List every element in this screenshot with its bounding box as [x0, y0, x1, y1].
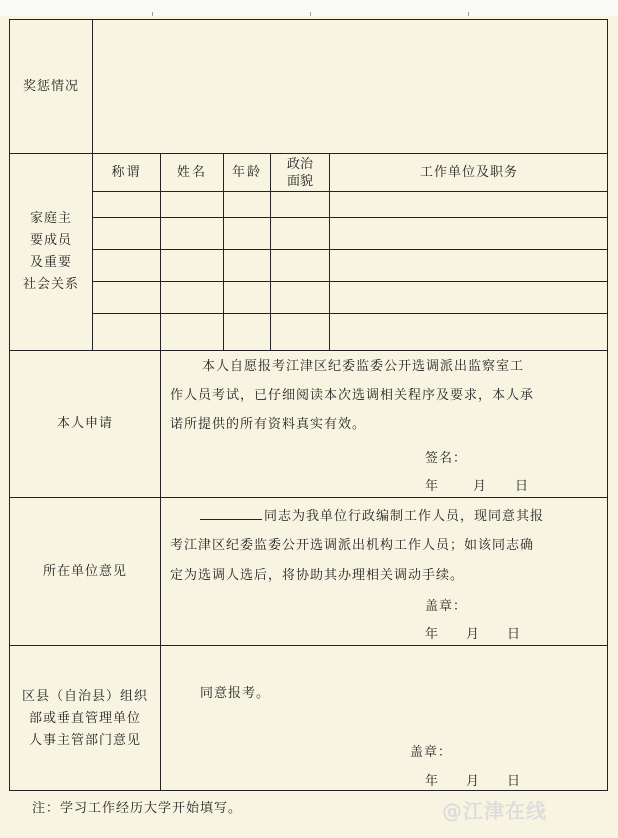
district-opinion: 同意报考。: [200, 686, 271, 701]
application-date-day: 日: [515, 479, 530, 494]
application-line-3: 诺所提供的所有资料真实有效。: [170, 417, 367, 432]
unit-date-day: 日: [507, 627, 522, 642]
rewards-content[interactable]: [93, 20, 608, 153]
unit-label: 所在单位意见: [42, 563, 127, 579]
header-work: 工作单位及职务: [419, 164, 518, 180]
watermark: @江津在线: [442, 799, 547, 823]
unit-date-year: 年: [425, 627, 440, 642]
name-blank[interactable]: [200, 505, 262, 520]
header-age: 年龄: [231, 164, 262, 180]
unit-line-2: 考江津区纪委监委公开选调派出机构工作人员；如该同志确: [170, 538, 535, 553]
sign-label: 签名：: [425, 451, 468, 466]
district-date-year: 年: [425, 774, 440, 789]
rewards-label: 奖惩情况: [22, 78, 79, 94]
unit-seal-label: 盖章：: [425, 599, 468, 614]
family-label: 家庭主 要成员 及重要 社会关系: [22, 211, 79, 292]
district-seal-label: 盖章：: [410, 745, 453, 760]
application-label: 本人申请: [56, 416, 113, 431]
unit-line-3: 定为选调人选后，将协助其办理相关调动手续。: [170, 568, 465, 583]
application-line-1: 本人自愿报考江津区纪委监委公开选调派出监察室工: [202, 359, 525, 374]
footnote: 注：学习工作经历大学开始填写。: [32, 801, 243, 816]
header-political: 政治 面貌: [286, 156, 313, 189]
header-title: 称谓: [111, 164, 142, 180]
unit-line-1: 同志为我单位行政编制工作人员，现同意其报: [200, 505, 544, 524]
application-date-month: 月: [473, 479, 488, 494]
district-label: 区县（自治县）组织 部或垂直管理单位 人事主管部门意见: [21, 689, 148, 748]
header-name: 姓名: [176, 164, 207, 180]
unit-date-month: 月: [466, 627, 481, 642]
ruler-band: [0, 0, 618, 16]
application-date-year: 年: [425, 479, 440, 494]
district-date-day: 日: [507, 774, 522, 789]
district-date-month: 月: [466, 774, 481, 789]
application-line-2: 作人员考试，已仔细阅读本次选调相关程序及要求，本人承: [170, 388, 535, 403]
form-table: [9, 19, 608, 791]
